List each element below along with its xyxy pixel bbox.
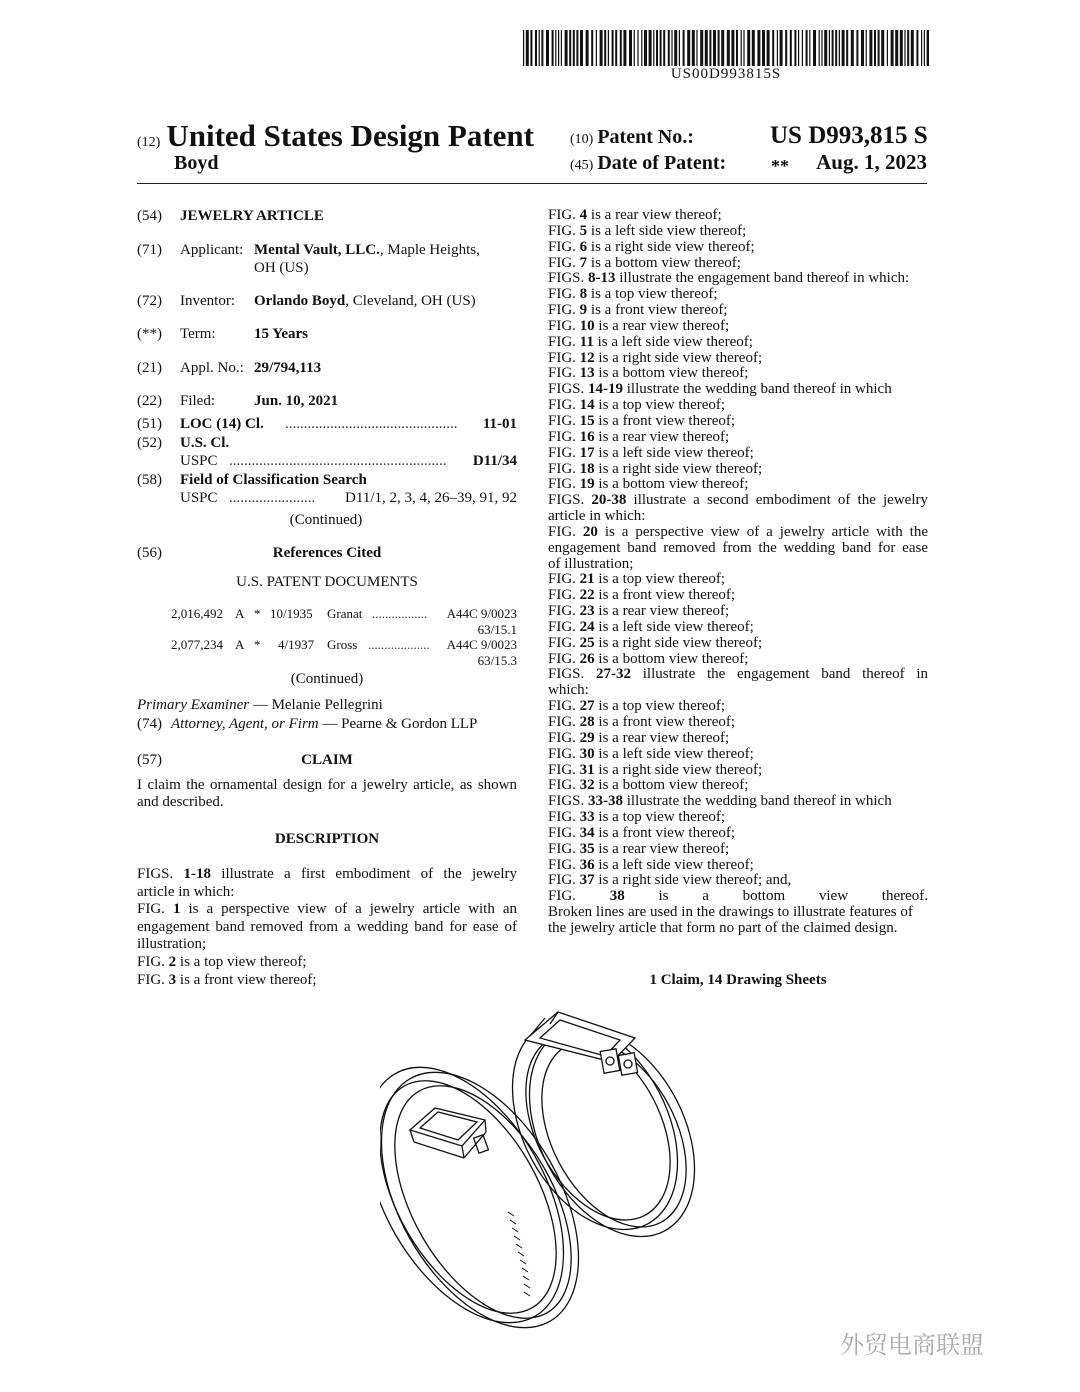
inid-code: (12): [137, 135, 161, 150]
description-line: FIG. 20 is a perspective view of a jewelry article with the: [548, 524, 928, 540]
claims-drawing-sheets-summary: 1 Claim, 14 Drawing Sheets: [649, 972, 827, 988]
barcode-bar: [600, 30, 603, 66]
inid-code: (45): [570, 158, 594, 173]
appl-no-label: Appl. No.:: [180, 360, 244, 376]
description-line: article in which:: [137, 883, 235, 900]
ref-class-secondary: 63/15.3: [477, 653, 517, 668]
description-line: FIG. 8 is a top view thereof;: [548, 287, 718, 303]
barcode-bar: [668, 30, 670, 66]
ref-class-secondary: 63/15.1: [477, 622, 517, 637]
barcode-bar: [794, 30, 796, 66]
barcode-bar: [629, 30, 632, 66]
description-line: FIG. 3 is a front view thereof;: [137, 971, 317, 988]
barcode-bar: [731, 30, 734, 66]
continued-note: (Continued): [289, 512, 363, 528]
continued-note: (Continued): [290, 671, 364, 687]
barcode-bar: [709, 30, 711, 66]
field-of-search-label: Field of Classification Search: [180, 472, 367, 488]
ref-number: 2,077,234: [171, 637, 223, 652]
barcode-bar: [718, 30, 720, 66]
description-line: FIG. 37 is a right side view thereof; and,: [548, 873, 792, 889]
barcode-bar: [861, 30, 864, 66]
barcode-bar: [586, 30, 589, 66]
barcode-bar: [895, 30, 898, 66]
leader-dots: .................: [372, 606, 428, 621]
barcode-bar: [615, 30, 617, 66]
description-line: FIG. 5 is a left side view thereof;: [548, 223, 747, 239]
barcode-bar: [839, 30, 840, 66]
barcode-bar: [832, 30, 834, 66]
description-line: FIG. 27 is a top view thereof;: [548, 699, 726, 715]
description-line: Broken lines are used in the drawings to illustrate features of: [548, 905, 913, 921]
description-line: FIG. 2 is a top view thereof;: [137, 953, 307, 970]
description-line: FIG. 10 is a rear view thereof;: [548, 318, 730, 334]
barcode-bar: [604, 30, 606, 66]
barcode-bar: [561, 30, 562, 66]
barcode-bar: [829, 30, 830, 66]
barcode-bar: [660, 30, 662, 66]
barcode-bar: [721, 30, 724, 66]
barcode-bar: [856, 30, 858, 66]
ref-star: *: [254, 606, 261, 621]
leader-dots: .......................: [229, 490, 316, 506]
inid-code: (58): [137, 472, 162, 488]
description-right-column: [548, 208, 928, 937]
description-line: FIG. 25 is a right side view thereof;: [548, 635, 763, 651]
uspc-label: USPC: [180, 453, 218, 469]
description-line: FIG. 4 is a rear view thereof;: [548, 208, 722, 223]
barcode-bar: [777, 30, 778, 66]
barcode-bar: [842, 30, 845, 66]
barcode-number: US00D993815S: [670, 66, 782, 82]
description-line: FIG. 11 is a left side view thereof;: [548, 334, 753, 350]
barcode-bar: [674, 30, 677, 66]
barcode-bar: [846, 30, 848, 66]
inid-code: (56): [137, 545, 162, 561]
description-line: FIG. 33 is a top view thereof;: [548, 810, 726, 826]
inid-code: (71): [137, 242, 162, 258]
description-line: FIG. 29 is a rear view thereof;: [548, 730, 730, 746]
barcode-bar: [535, 30, 537, 66]
ref-name: Granat: [327, 606, 363, 621]
barcode-bar: [806, 30, 808, 66]
inid-code: (74): [137, 716, 162, 732]
inventor-value: Orlando Boyd, Cleveland, OH (US): [254, 293, 476, 309]
applicant-value: Mental Vault, LLC., Maple Heights,: [254, 242, 480, 258]
leader-dots: ..............................................: [285, 416, 458, 432]
leader-dots: ...................: [368, 637, 430, 652]
barcode-bar: [634, 30, 635, 66]
barcode-bar: [767, 30, 770, 66]
barcode-bar: [752, 30, 755, 66]
barcode-bar: [671, 30, 672, 66]
references-title: References Cited: [272, 545, 382, 561]
barcode-bar: [573, 30, 575, 66]
description-line: FIGS. 1-18 illustrate a first embodiment of the jewelry: [137, 866, 517, 882]
description-line: FIG. 26 is a bottom view thereof;: [548, 651, 749, 667]
barcode-bar: [821, 30, 822, 66]
barcode-bar: [762, 30, 765, 66]
description-line: FIG. 17 is a left side view thereof;: [548, 445, 754, 461]
patent-number-label: (10) Patent No.:: [570, 126, 694, 148]
barcode-bar: [552, 30, 554, 66]
barcode-bar: [824, 30, 827, 66]
applicant-location: OH (US): [254, 260, 309, 276]
inid-code: (52): [137, 435, 162, 451]
barcode-bar: [569, 30, 571, 66]
barcode-bar: [785, 30, 787, 66]
ref-kind: A: [235, 637, 245, 652]
filed-value: Jun. 10, 2021: [254, 393, 339, 409]
barcode-bar: [736, 30, 738, 66]
primary-examiner: Primary Examiner — Melanie Pellegrini: [137, 697, 383, 713]
barcode-bar: [874, 30, 876, 66]
barcode-bar: [727, 30, 730, 66]
barcode-bar: [523, 30, 524, 66]
description-line: the jewelry article that form no part of the claimed design.: [548, 920, 898, 936]
ref-date: 10/1935: [270, 606, 313, 621]
inid-code: (54): [137, 208, 162, 224]
inid-code: (57): [137, 752, 162, 768]
date-of-patent-label: (45) Date of Patent:: [570, 152, 727, 174]
description-title: DESCRIPTION: [274, 831, 380, 847]
barcode: [523, 30, 929, 66]
barcode-bar: [700, 30, 703, 66]
barcode-bar: [623, 30, 626, 66]
patent-number-value: US D993,815 S: [770, 122, 928, 149]
description-line: FIG. 31 is a right side view thereof;: [548, 762, 763, 778]
inventor-label: Inventor:: [180, 293, 235, 309]
barcode-bar: [580, 30, 583, 66]
design-title: JEWELRY ARTICLE: [180, 208, 324, 224]
barcode-bar: [790, 30, 792, 66]
leader-dots: ..........................................................: [229, 453, 447, 469]
description-line: FIGS. 33-38 illustrate the wedding band thereof in which: [548, 794, 892, 810]
barcode-bar: [656, 30, 658, 66]
field-of-search-value: D11/1, 2, 3, 4, 26–39, 91, 92: [345, 490, 517, 506]
barcode-bar: [558, 30, 559, 66]
claim-title: CLAIM: [301, 752, 353, 768]
claim-text-line: I claim the ornamental design for a jewelry article, as shown: [137, 777, 517, 793]
barcode-bar: [591, 30, 593, 66]
description-line: FIG. 28 is a front view thereof;: [548, 715, 736, 730]
barcode-bar: [637, 30, 638, 66]
barcode-bar: [813, 30, 816, 66]
description-line: FIG. 18 is a right side view thereof;: [548, 461, 763, 477]
description-line: FIG. 35 is a rear view thereof;: [548, 841, 730, 857]
description-line: FIG. 7 is a bottom view thereof;: [548, 255, 741, 271]
description-line: FIG. 14 is a top view thereof;: [548, 398, 726, 414]
appl-no-value: 29/794,113: [254, 360, 322, 376]
description-line: FIG. 9 is a front view thereof;: [548, 303, 728, 319]
description-line: FIG. 24 is a left side view thereof;: [548, 619, 754, 635]
barcode-bar: [904, 30, 905, 66]
inid-code: (22): [137, 393, 162, 409]
barcode-bar: [924, 30, 925, 66]
description-left-column: [137, 866, 517, 989]
date-of-patent-value: Aug. 1, 2023: [816, 150, 927, 174]
barcode-bar: [747, 30, 750, 66]
barcode-bar: [705, 30, 708, 66]
ref-name: Gross: [327, 637, 358, 652]
description-line: FIG. 32 is a bottom view thereof;: [548, 778, 749, 794]
term-extension-stars: **: [771, 156, 789, 176]
description-line: FIG. 1 is a perspective view of a jewelry article with an: [137, 901, 518, 918]
description-line: FIGS. 27-32 illustrate the engagement band thereof in: [548, 667, 928, 683]
description-line: FIG. 38 is a bottom view thereof.: [548, 889, 928, 905]
barcode-bar: [741, 30, 742, 66]
barcode-bar: [891, 30, 894, 66]
barcode-bar: [869, 30, 872, 66]
barcode-bar: [683, 30, 685, 66]
barcode-bar: [809, 30, 810, 66]
us-patent-documents-heading: U.S. PATENT DOCUMENTS: [236, 574, 418, 590]
inid-code: (21): [137, 360, 162, 376]
description-line: FIG. 12 is a right side view thereof;: [548, 350, 763, 366]
inid-code: (72): [137, 293, 162, 309]
filed-label: Filed:: [180, 393, 216, 409]
description-line: FIG. 36 is a left side view thereof;: [548, 857, 754, 873]
barcode-bar: [819, 30, 820, 66]
description-line: FIG. 34 is a front view thereof;: [548, 825, 736, 841]
barcode-bar: [565, 30, 568, 66]
barcode-bar: [649, 30, 652, 66]
description-line: engagement band removed from a wedding band for ease of: [137, 918, 517, 935]
ref-date: 4/1937: [278, 637, 315, 652]
description-line: FIG. 16 is a rear view thereof;: [548, 429, 730, 445]
attorney: Attorney, Agent, or Firm — Pearne & Gordon LLP: [171, 716, 478, 732]
description-line: article in which:: [548, 509, 646, 525]
barcode-bar: [526, 30, 529, 66]
description-line: which:: [548, 683, 589, 699]
barcode-bar: [576, 30, 578, 66]
barcode-bar: [866, 30, 867, 66]
description-line: FIG. 6 is a right side view thereof;: [548, 239, 755, 255]
uspc-label: USPC: [180, 490, 218, 506]
barcode-bar: [530, 30, 532, 66]
ref-class: A44C 9/0023: [446, 637, 517, 652]
watermark: 外贸电商联盟: [840, 1331, 984, 1359]
barcode-bar: [596, 30, 597, 66]
description-line: FIG. 23 is a rear view thereof;: [548, 604, 730, 620]
wedding-band: [479, 1000, 700, 1265]
barcode-bar: [696, 30, 697, 66]
barcode-bar: [772, 30, 774, 66]
barcode-bar: [713, 30, 716, 66]
ref-kind: A: [235, 606, 245, 621]
inid-code: (**): [137, 326, 162, 342]
description-line: engagement band removed from the wedding band for ease: [548, 540, 928, 556]
ref-class: A44C 9/0023: [446, 606, 517, 621]
barcode-bar: [687, 30, 690, 66]
barcode-bar: [679, 30, 680, 66]
barcode-bar: [802, 30, 803, 66]
description-line: FIGS. 14-19 illustrate the wedding band thereof in which: [548, 382, 892, 398]
barcode-bar: [653, 30, 654, 66]
barcode-bar: [887, 30, 888, 66]
barcode-bar: [743, 30, 744, 66]
patent-type-heading: [137, 118, 534, 154]
barcode-bar: [620, 30, 622, 66]
description-line: FIG. 21 is a top view thereof;: [548, 572, 726, 588]
ref-number: 2,016,492: [171, 606, 223, 621]
claim-text-line: and described.: [137, 794, 224, 810]
description-line: illustration;: [137, 936, 207, 953]
barcode-bar: [916, 30, 918, 66]
term-value: 15 Years: [254, 326, 309, 342]
description-line: FIG. 15 is a front view thereof;: [548, 413, 736, 429]
us-class-value: D11/34: [472, 453, 517, 469]
barcode-bar: [900, 30, 903, 66]
description-line: of illustration;: [548, 556, 634, 572]
barcode-bar: [555, 30, 556, 66]
ring-drawing: [380, 1000, 700, 1340]
loc-class-value: 11-01: [482, 416, 517, 432]
patent-type-title: United States Design Patent: [166, 118, 534, 153]
barcode-bar: [780, 30, 783, 66]
barcode-bar: [921, 30, 922, 66]
applicant-label: Applicant:: [180, 242, 244, 258]
ref-star: *: [254, 637, 261, 652]
barcode-bar: [798, 30, 799, 66]
barcode-bar: [927, 30, 929, 66]
header-divider: [137, 183, 927, 184]
inid-code: (10): [570, 132, 594, 147]
us-class-label: U.S. Cl.: [180, 435, 230, 451]
barcode-bar: [851, 30, 854, 66]
barcode-bar: [539, 30, 540, 66]
description-line: FIG. 13 is a bottom view thereof;: [548, 366, 749, 382]
barcode-bar: [881, 30, 884, 66]
barcode-bar: [878, 30, 880, 66]
description-line: FIG. 30 is a left side view thereof;: [548, 746, 754, 762]
barcode-bar: [835, 30, 837, 66]
inid-code: (51): [137, 416, 162, 432]
description-line: FIGS. 20-38 illustrate a second embodiment of the jewelry: [548, 493, 928, 509]
applicant-surname: Boyd: [174, 152, 219, 174]
description-line: FIG. 22 is a front view thereof;: [548, 588, 736, 604]
barcode-bar: [692, 30, 695, 66]
description-line: FIG. 19 is a bottom view thereof;: [548, 477, 749, 493]
barcode-bar: [911, 30, 914, 66]
barcode-bar: [663, 30, 665, 66]
barcode-bar: [541, 30, 543, 66]
barcode-bar: [757, 30, 760, 66]
barcode-bar: [641, 30, 642, 66]
loc-class-label: LOC (14) Cl.: [180, 416, 264, 432]
description-line: FIGS. 8-13 illustrate the engagement band thereof in which:: [548, 271, 910, 287]
barcode-bar: [546, 30, 549, 66]
barcode-bar: [608, 30, 609, 66]
term-label: Term:: [180, 326, 216, 342]
barcode-bar: [644, 30, 647, 66]
engagement-ring: [380, 1034, 619, 1340]
barcode-bar: [612, 30, 614, 66]
barcode-bar: [907, 30, 909, 66]
